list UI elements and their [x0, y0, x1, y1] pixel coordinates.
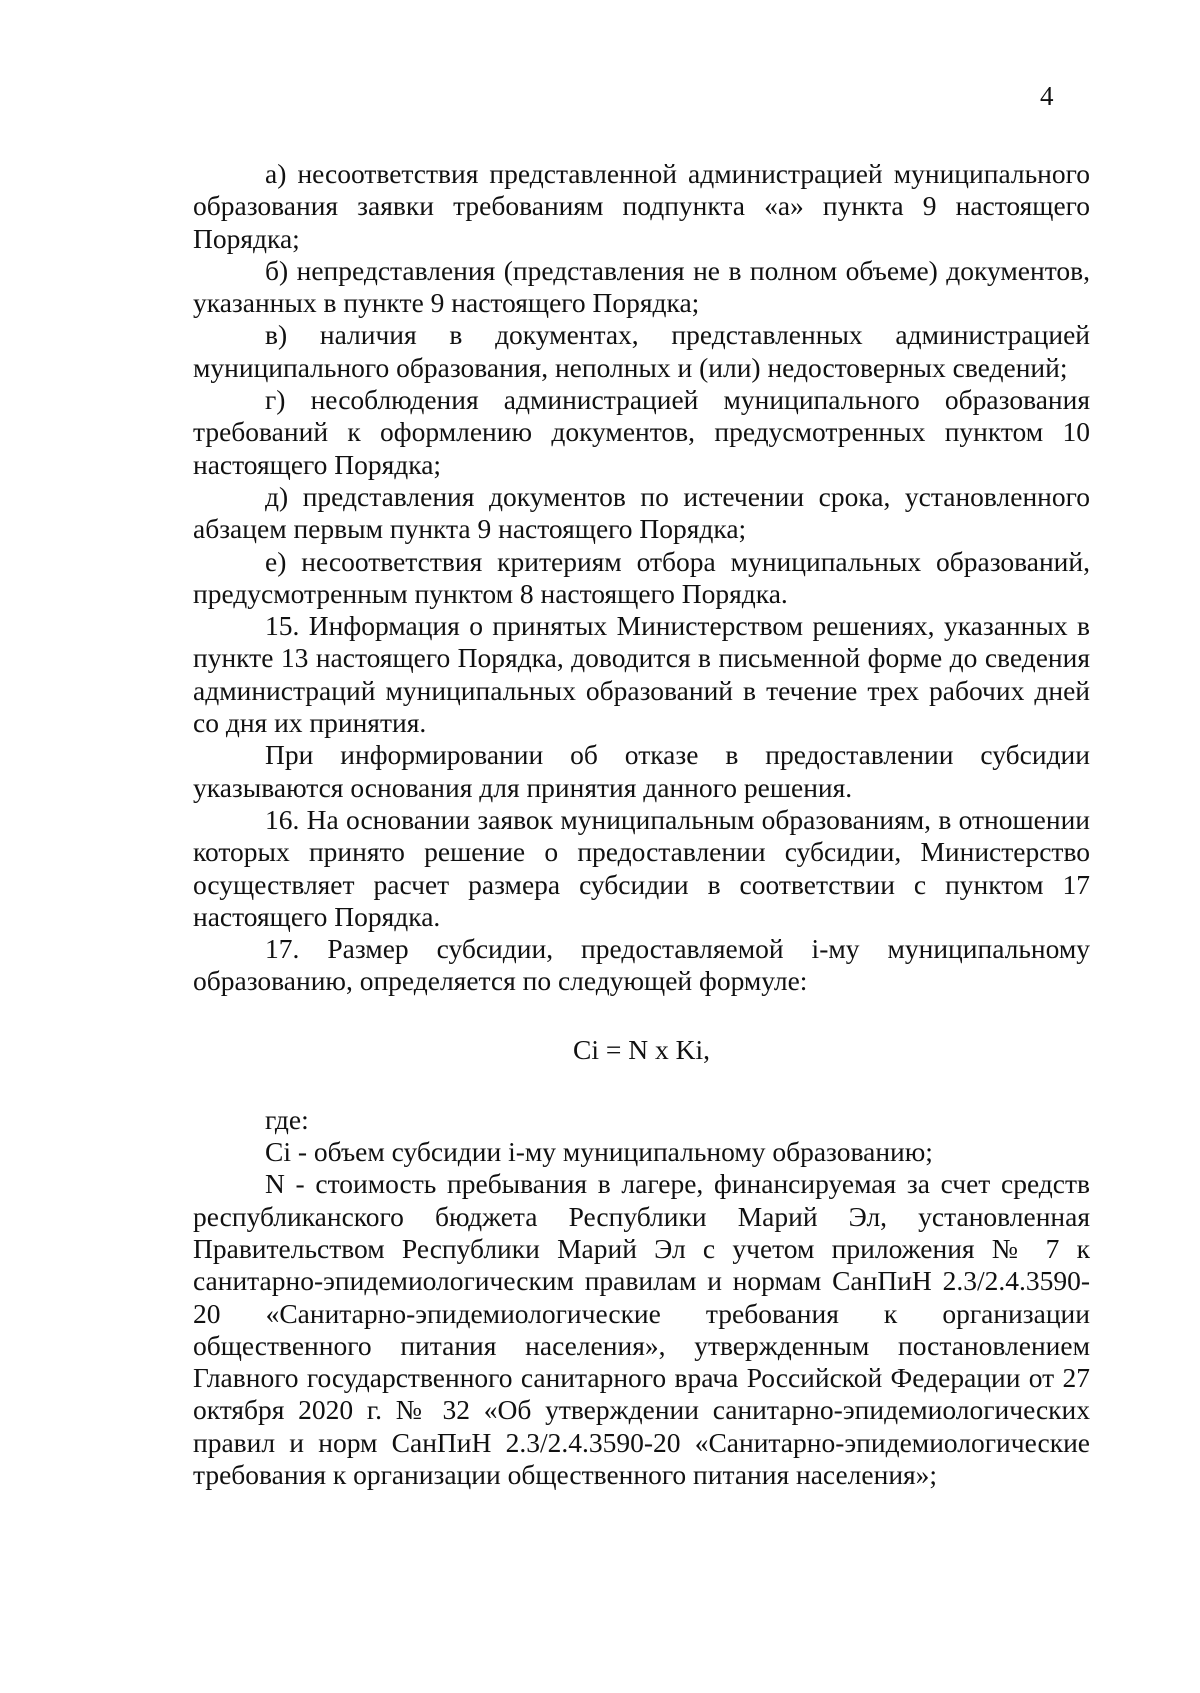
paragraph-a: а) несоответствия представленной администрацией муниципального образования заявки требованиям подпункта «а» пункта 9 настоящего Порядка; [193, 158, 1090, 254]
where-label: где: [265, 1103, 309, 1135]
definition-ci: Ci - объем субсидии i-му муниципальному образованию; [265, 1136, 933, 1168]
document-body [193, 158, 1090, 1491]
formula-text: Ci = N x Ki, [573, 1033, 710, 1065]
paragraph-b: б) непредставления (представления не в полном объеме) документов, указанных в пункте 9 настоящего Порядка; [193, 254, 1090, 319]
paragraph-15: 15. Информация о принятых Министерством решениях, указанных в пункте 13 настоящего Порядка, доводится в письменной форме до сведения администраций муниципальных образований в течение трех рабочих дней со дня их принятия. [193, 610, 1090, 739]
formula [193, 1034, 1090, 1066]
paragraph-e: е) несоответствия критериям отбора муниципальных образований, предусмотренным пунктом 8 настоящего Порядка. [193, 545, 1090, 609]
page-number: 4 [1040, 81, 1054, 111]
paragraph-v: в) наличия в документах, представленных администрацией муниципального образования, неполных и (или) недостоверных сведений; [193, 319, 1090, 383]
paragraph-17: 17. Размер субсидии, предоставляемой i-му муниципальному образованию, определяется по следующей формуле: [193, 933, 1090, 997]
paragraph-15-refusal: При информировании об отказе в предоставлении субсидии указываются основания для принятия данного решения. [193, 739, 1090, 803]
paragraph-16: 16. На основании заявок муниципальным образованиям, в отношении которых принято решение о предоставлении субсидии, Министерство осуществляет расчет размера субсидии в соответствии с пунктом 17 настоящего Порядка. [193, 803, 1090, 932]
paragraph-g: г) несоблюдения администрацией муниципального образования требований к оформлению документов, предусмотренных пунктом 10 настоящего Порядка; [193, 384, 1090, 480]
paragraph-d: д) представления документов по истечении срока, установленного абзацем первым пункта 9 настоящего Порядка; [193, 480, 1090, 545]
definition-n: N - стоимость пребывания в лагере, финансируемая за счет средств республиканского бюджета Республики Марий Эл, установленная Правительством Республики Марий Эл с учетом приложения № 7 к санитарно-эпидемиологическим правилам и нормам СанПиН 2.3/2.4.3590-20 «Санитарно-эпидемиологические требования к организации общественного питания населения», утвержденным постановлением Главного государственного санитарного врача Российской Федерации от 27 октября 2020 г. № 32 «Об утверждении санитарно-эпидемиологических правил и норм СанПиН 2.3/2.4.3590-20 «Санитарно-эпидемиологические требования к организации общественного питания населения»; [193, 1168, 1090, 1490]
